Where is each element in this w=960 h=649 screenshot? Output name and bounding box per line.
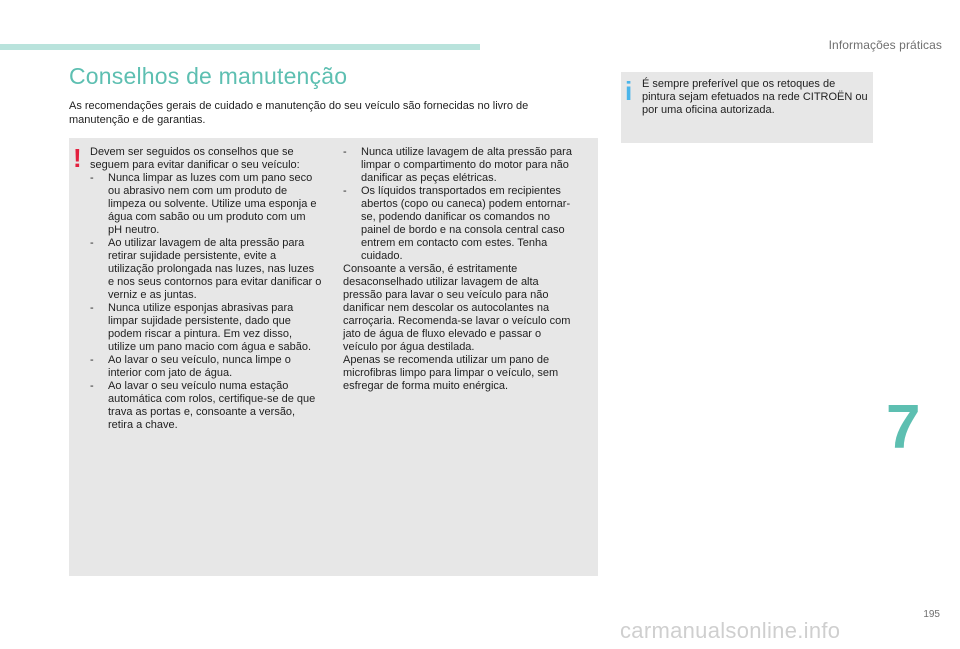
list-dash: - — [90, 172, 94, 184]
list-item-text: Nunca utilize lavagem de alta pressão para limpar o compartimento do motor para não danificar as peças elétricas. — [361, 146, 572, 184]
list-item-text: Ao lavar o seu veículo numa estação automática com rolos, certifique-se de que trava as portas e, consoante a versão, retira a chave. — [108, 380, 316, 431]
list-dash: - — [90, 237, 94, 249]
list-item-text: Ao utilizar lavagem de alta pressão para retirar sujidade persistente, evite a utilização prolongada nas luzes, nas luzes e nos seus contornos para evitar danificar o verniz e as juntas. — [108, 237, 322, 301]
list-item-text: Nunca limpar as luzes com um pano seco ou abrasivo nem com um produto de limpeza ou solvente. Utilize uma esponja e água com sabão ou um produto com um pH neutro. — [108, 172, 317, 236]
section-title: Informações práticas — [828, 38, 942, 52]
info-icon: i — [625, 76, 633, 106]
list-item — [90, 380, 322, 432]
header-accent-bar — [0, 44, 480, 50]
info-text: É sempre preferível que os retoques de pintura sejam efetuados na rede CITROËN ou por uma oficina autorizada. — [642, 78, 868, 116]
list-dash: - — [90, 354, 94, 366]
list-item — [90, 237, 322, 302]
intro-paragraph: As recomendações gerais de cuidado e manutenção do seu veículo são fornecidas no livro de manutenção e de garantias. — [69, 100, 529, 126]
warning-paragraph: Consoante a versão, é estritamente desaconselhado utilizar lavagem de alta pressão para lavar o seu veículo para não danificar nem descolar os autocolantes na carroçaria. Recomenda-se lavar o veículo com jato de água de fluxo elevado e passar o veículo por água destilada. — [343, 263, 571, 353]
page-heading: Conselhos de manutenção — [69, 63, 348, 89]
warning-icon: ! — [73, 143, 82, 173]
list-item — [343, 185, 577, 263]
list-item — [90, 354, 322, 380]
list-item-text: Os líquidos transportados em recipientes abertos (copo ou caneca) podem entornar-se, podendo danificar os comandos no painel de bordo e na consola central caso entrem em contacto com estes. Tenha cuidado. — [361, 185, 571, 262]
list-item-text: Ao lavar o seu veículo, nunca limpe o interior com jato de água. — [108, 354, 291, 379]
list-item — [90, 172, 322, 237]
list-dash: - — [343, 146, 347, 158]
warning-column-left — [90, 146, 322, 432]
list-dash: - — [90, 302, 94, 314]
warning-paragraph: Apenas se recomenda utilizar um pano de microfibras limpo para limpar o veículo, sem esfregar de forma muito enérgica. — [343, 354, 559, 392]
page-number: 195 — [923, 609, 940, 620]
list-dash: - — [343, 185, 347, 197]
chapter-number: 7 — [886, 393, 921, 462]
warning-column-right — [343, 146, 577, 393]
list-item — [343, 146, 577, 185]
list-item-text: Nunca utilize esponjas abrasivas para limpar sujidade persistente, dado que podem riscar a pintura. Em vez disso, utilize um pano macio com água e sabão. — [108, 302, 312, 353]
watermark: carmanualsonline.info — [620, 618, 841, 643]
list-item — [90, 302, 322, 354]
list-dash: - — [90, 380, 94, 392]
warning-intro: Devem ser seguidos os conselhos que se seguem para evitar danificar o seu veículo: — [90, 146, 300, 171]
